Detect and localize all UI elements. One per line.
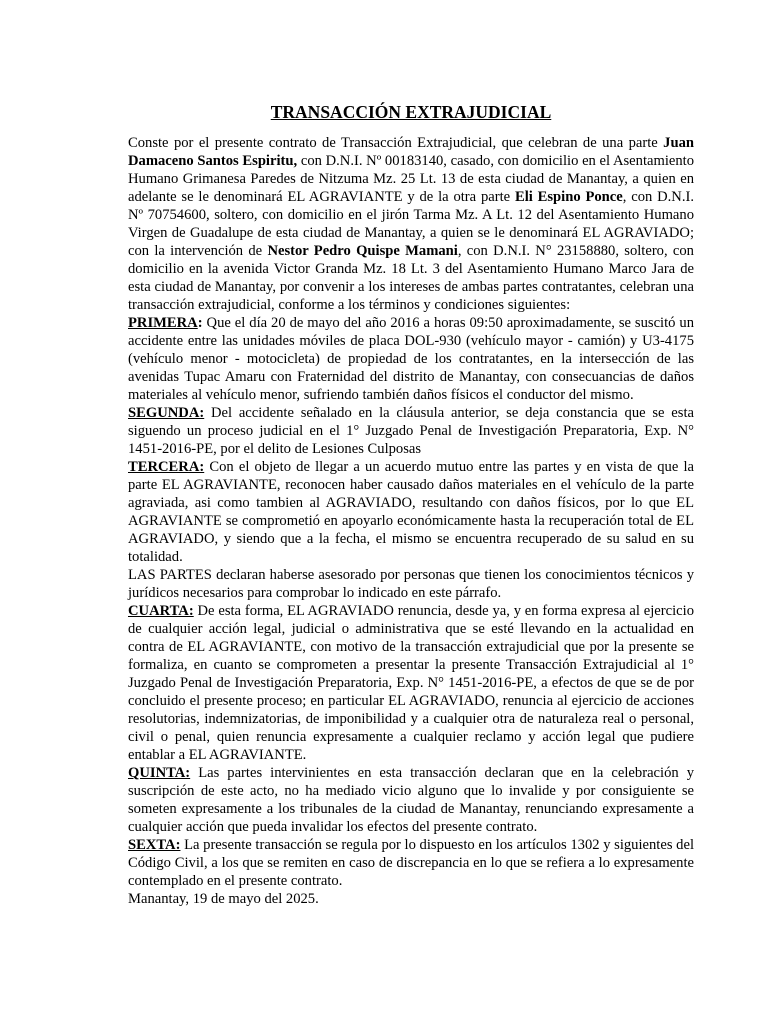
clause-cuarta-text: De esta forma, EL AGRAVIADO renuncia, desde ya, y en forma expresa al ejercicio de cualquier acción legal, judicial o administrativa que se esté llevando en la actualidad en contra de EL AGRAVIANTE, con motivo de la transacción extrajudicial que por la presente se formaliza, en cuanto se comprometen a presentar la presente Transacción Extrajudicial al 1° Juzgado Penal de Investigación Preparatoria, Exp. N° 1451-2016-PE, a efectos de que se de por concluido el presente proceso; en particular EL AGRAVIADO, renuncia al ejercicio de acciones resolutorias, indemnizatorias, de imponibilidad y a cualquier otra de naturaleza real o personal, civil o penal, quien renuncia expresamente a cualquier reclamo y acción legal que pudiere entablar a EL AGRAVIANTE. bbox=[128, 603, 694, 763]
partes-paragraph: LAS PARTES declaran haberse asesorado por personas que tienen los conocimientos técnicos y jurídicos necesarios para comprobar lo indicado en este párrafo. bbox=[128, 567, 694, 601]
clause-tercera-text: Con el objeto de llegar a un acuerdo mutuo entre las partes y en vista de que la parte EL AGRAVIANTE, reconocen haber causado daños materiales en el vehículo de la parte agraviada, asi como tambien al AGRAVIADO, resultando con daños físicos, por lo que EL AGRAVIANTE se comprometió en apoyarlo económicamente hasta la recuperación total de EL AGRAVIADO, y siendo que a la fecha, el mismo se encuentra recuperado de su salud en su totalidad. bbox=[128, 459, 694, 565]
party2-name: Eli Espino Ponce bbox=[514, 189, 623, 205]
intro-text-3: , con D.N.I. Nº 70754600, soltero, con domicilio en el jirón Tarma Mz. A Lt. 12 del Asentamiento Humano Virgen de Guadalupe de esta ciudad de Manantay, a quien se le denominará EL AGRAVIADO; con la intervención de bbox=[128, 189, 695, 259]
document-body bbox=[128, 134, 694, 908]
intro-text-1: Conste por el presente contrato de Transacción Extrajudicial, que celebran de una parte bbox=[128, 135, 664, 151]
clause-quinta-heading: QUINTA: bbox=[128, 765, 191, 781]
clause-primera-text: Que el día 20 de mayo del año 2016 a horas 09:50 aproximadamente, se suscitó un accidente entre las unidades móviles de placa DOL-930 (vehículo mayor - camión) y U3-4175 (vehículo menor - motocicleta) de propiedad de los contratantes, en la intersección de las avenidas Tupac Amaru con Fraternidad del distrito de Manantay, con consecuancias de daños materiales al vehículo menor, sufriendo también daños físicos el conductor del mismo. bbox=[128, 315, 694, 403]
clause-segunda bbox=[128, 404, 694, 458]
clause-sexta bbox=[128, 836, 694, 890]
clause-primera-colon: : bbox=[197, 315, 203, 331]
closing-place-date: Manantay, 19 de mayo del 2025. bbox=[128, 891, 319, 907]
party3-name: Nestor Pedro Quispe Mamani bbox=[267, 243, 458, 259]
clause-primera-heading: PRIMERA bbox=[128, 315, 198, 331]
clause-sexta-heading: SEXTA: bbox=[128, 837, 181, 853]
clause-cuarta-heading: CUARTA: bbox=[128, 603, 194, 619]
clause-segunda-heading: SEGUNDA: bbox=[128, 405, 205, 421]
intro-paragraph bbox=[128, 134, 694, 314]
clause-quinta-text: Las partes intervinientes en esta transacción declaran que en la celebración y suscripción de este acto, no ha mediado vicio alguno que lo invalide y por consiguiente se someten expresamente a los tribunales de la ciudad de Manantay, renunciando expresamente a cualquier acción que pueda invalidar los efectos del presente contrato. bbox=[128, 765, 694, 835]
clause-sexta-text: La presente transacción se regula por lo dispuesto en los artículos 1302 y siguientes del Código Civil, a los que se remiten en caso de discrepancia en lo que se refiera a lo expresamente contemplado en el presente contrato. bbox=[128, 837, 694, 889]
party1-name: Juan Damaceno Santos Espiritu, bbox=[128, 135, 694, 169]
clause-tercera-heading: TERCERA: bbox=[128, 459, 205, 475]
document-title: TRANSACCIÓN EXTRAJUDICIAL bbox=[270, 102, 552, 122]
clause-primera bbox=[128, 314, 694, 404]
clause-cuarta bbox=[128, 602, 694, 764]
clause-tercera bbox=[128, 458, 694, 566]
intro-text-4: , con D.N.I. N° 23158880, soltero, con domicilio en la avenida Victor Granda Mz. 18 Lt. 3 del Asentamiento Humano Marco Jara de esta ciudad de Manantay, por convenir a los intereses de ambas partes contratantes, celebran una transacción extrajudicial, conforme a los términos y condiciones siguientes: bbox=[128, 243, 694, 313]
intro-text-2: con D.N.I. Nº 00183140, casado, con domicilio en el Asentamiento Humano Grimanesa Paredes de Nitzuma Mz. 25 Lt. 13 de esta ciudad de Manantay, a quien en adelante se le denominará EL AGRAVIANTE y de la otra parte bbox=[128, 153, 695, 205]
clause-quinta bbox=[128, 764, 694, 836]
clause-segunda-text: Del accidente señalado en la cláusula anterior, se deja constancia que se esta siguendo un proceso judicial en el 1° Juzgado Penal de Investigación Preparatoria, Exp. N° 1451-2016-PE, por el delito de Lesiones Culposas bbox=[128, 405, 694, 457]
